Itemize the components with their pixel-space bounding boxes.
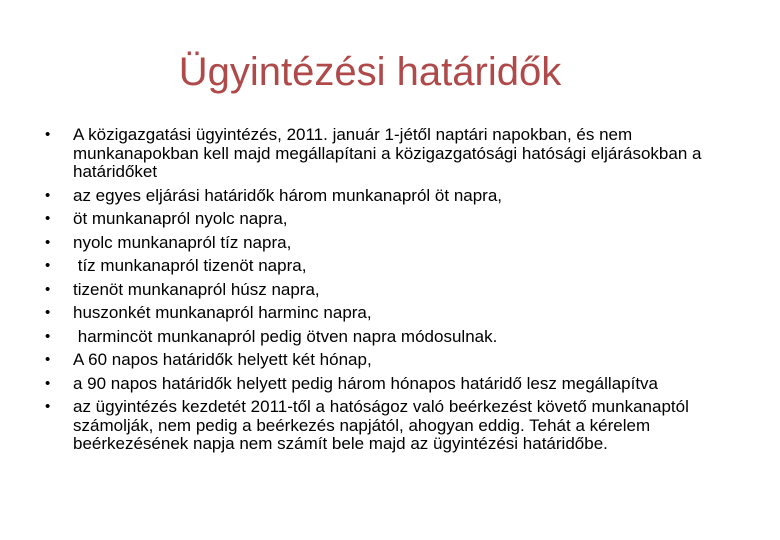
bullet-icon: • xyxy=(45,210,51,227)
list-item xyxy=(45,304,745,323)
bullet-icon: • xyxy=(45,186,51,204)
list-item-text: az ügyintézés kezdetét 2011-től a hatóságoz való beérkezést követő munkanaptól számolják, nem pedig a beérkezés napjától, ahogyan eddig. Tehát a kérelem beérkezésének napja nem számít bele majd az ügyintézési határidőbe. xyxy=(73,397,689,453)
list-item xyxy=(45,257,745,276)
list-item xyxy=(45,328,745,347)
list-item xyxy=(45,126,745,182)
list-item xyxy=(45,281,745,300)
list-item-text: a 90 napos határidők helyett pedig három hónapos határidő lesz megállapítva xyxy=(73,373,658,393)
bullet-icon: • xyxy=(45,257,51,274)
bullet-icon: • xyxy=(45,374,51,392)
list-item xyxy=(45,210,745,229)
list-item xyxy=(45,187,745,206)
bullet-icon: • xyxy=(45,126,51,143)
list-item-text: tizenöt munkanapról húsz napra, xyxy=(73,279,320,299)
list-item-text: huszonkét munkanapról harminc napra, xyxy=(73,303,372,322)
list-item-text: A közigazgatási ügyintézés, 2011. január 1-jétől naptári napokban, és nem munkanapokban kell majd megállapítani a közigazgatósági hatósági eljárásokban a határidőket xyxy=(73,125,702,181)
list-item xyxy=(45,351,745,370)
list-item xyxy=(45,234,745,253)
list-item-text: az egyes eljárási határidők három munkanapról öt napra, xyxy=(73,185,503,205)
list-item-text: harmincöt munkanapról pedig ötven napra módosulnak. xyxy=(73,326,498,346)
bullet-list xyxy=(45,126,745,459)
bullet-icon: • xyxy=(45,304,51,321)
bullet-icon: • xyxy=(45,233,51,251)
list-item xyxy=(45,375,745,394)
bullet-icon: • xyxy=(45,280,51,298)
bullet-icon: • xyxy=(45,398,51,415)
slide-title: Ügyintézési határidők xyxy=(178,50,562,94)
bullet-icon: • xyxy=(45,351,51,368)
list-item-text: öt munkanapról nyolc napra, xyxy=(73,209,288,228)
list-item-text: nyolc munkanapról tíz napra, xyxy=(73,232,292,252)
list-item-text: tíz munkanapról tizenöt napra, xyxy=(73,256,307,275)
list-item-text: A 60 napos határidők helyett két hónap, xyxy=(73,350,372,369)
bullet-icon: • xyxy=(45,327,51,345)
list-item xyxy=(45,398,745,454)
